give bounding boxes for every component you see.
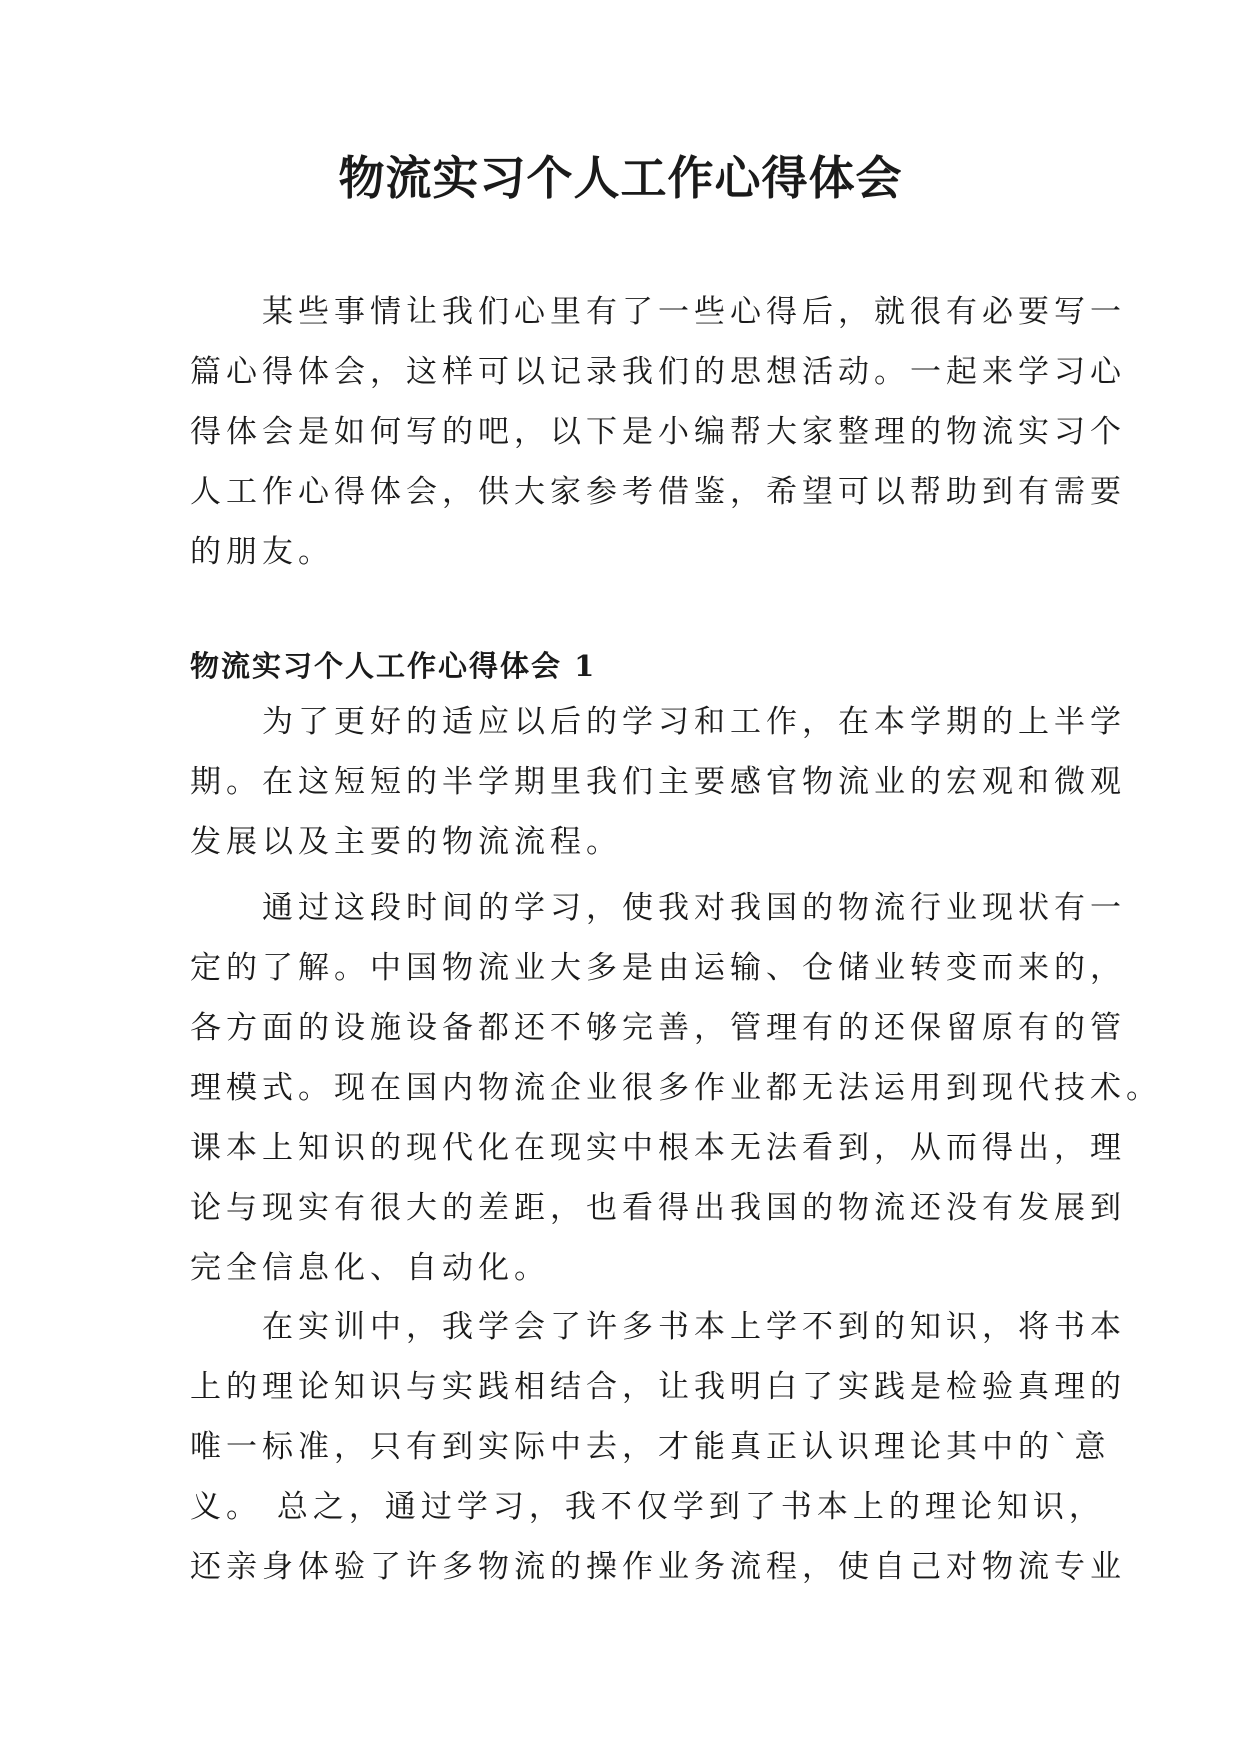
text-line: 论与现实有很大的差距，也看得出我国的物流还没有发展到 [190, 1190, 1126, 1226]
paragraph-3 [190, 1297, 1126, 1597]
text-line: 期。在这短短的半学期里我们主要感官物流业的宏观和微观 [190, 764, 1126, 800]
text-line: 篇心得体会，这样可以记录我们的思想活动。一起来学习心 [190, 354, 1126, 390]
text-line: 通过这段时间的学习，使我对我国的物流行业现状有一 [190, 890, 1126, 926]
text-line: 在实训中，我学会了许多书本上学不到的知识，将书本 [190, 1309, 1126, 1345]
text-line: 上的理论知识与实践相结合，让我明白了实践是检验真理的 [190, 1369, 1126, 1405]
text-line: 发展以及主要的物流流程。 [190, 824, 622, 860]
text-line: 某些事情让我们心里有了一些心得后，就很有必要写一 [190, 294, 1126, 330]
paragraph-1 [190, 692, 1126, 872]
text-line: 人工作心得体会，供大家参考借鉴，希望可以帮助到有需要 [190, 474, 1126, 510]
text-line: 得体会是如何写的吧，以下是小编帮大家整理的物流实习个 [190, 414, 1126, 450]
text-line: 理模式。现在国内物流企业很多作业都无法运用到现代技术。 [190, 1070, 1162, 1106]
text-line: 各方面的设施设备都还不够完善，管理有的还保留原有的管 [190, 1010, 1126, 1046]
text-line: 还亲身体验了许多物流的操作业务流程，使自己对物流专业 [190, 1549, 1126, 1585]
text-line: 的朋友。 [190, 534, 334, 570]
text-line: 课本上知识的现代化在现实中根本无法看到，从而得出，理 [190, 1130, 1126, 1166]
intro-paragraph [190, 282, 1126, 582]
text-line: 义。 总之，通过学习，我不仅学到了书本上的理论知识， [190, 1489, 1105, 1525]
text-line: 完全信息化、自动化。 [190, 1250, 550, 1286]
text-line: 为了更好的适应以后的学习和工作，在本学期的上半学 [190, 704, 1126, 740]
section-heading: 物流实习个人工作心得体会 1 [190, 649, 597, 683]
text-line: 唯一标准，只有到实际中去，才能真正认识理论其中的`意 [190, 1429, 1111, 1465]
document-title: 物流实习个人工作心得体会 [338, 151, 903, 205]
paragraph-2 [190, 878, 1162, 1298]
text-line: 定的了解。中国物流业大多是由运输、仓储业转变而来的， [190, 950, 1126, 986]
